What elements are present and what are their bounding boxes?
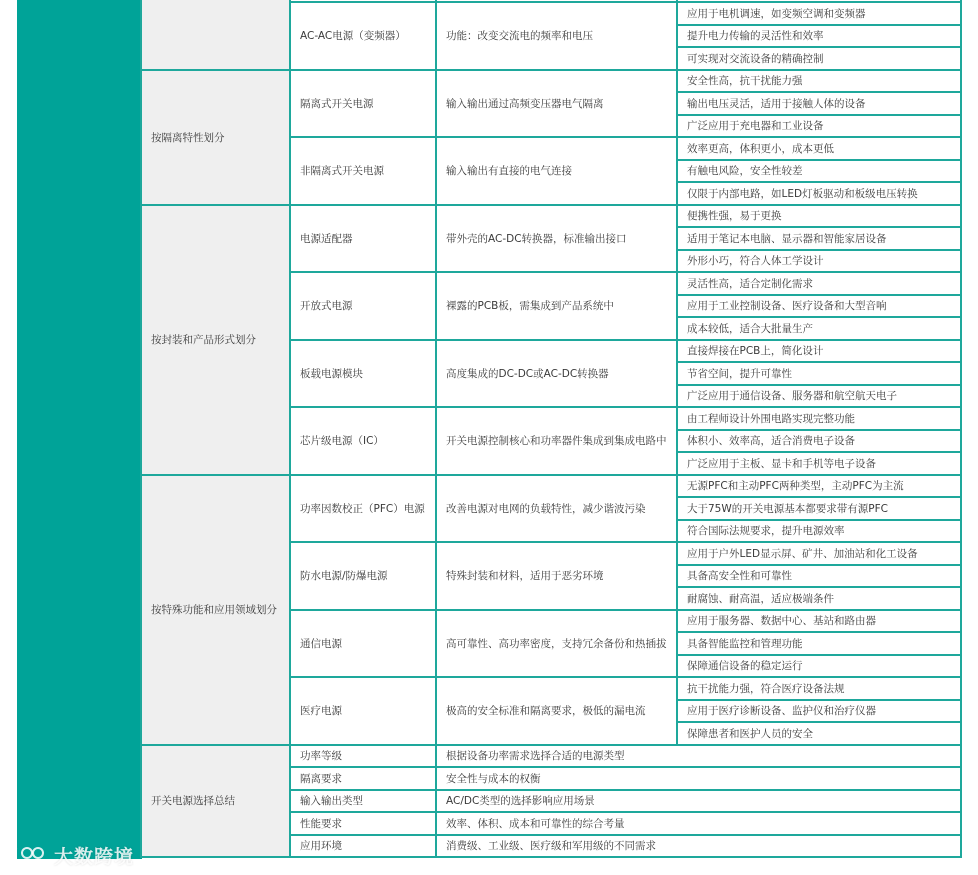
point-cell: 仅限于内部电路，如LED灯板驱动和板级电压转换 xyxy=(678,183,960,204)
point-cell: 成本较低，适合大批量生产 xyxy=(678,318,960,339)
feature-cell: 输入输出通过高频变压器电气隔离 xyxy=(437,71,676,137)
summary-desc-cell: 效率、体积、成本和可靠性的综合考量 xyxy=(437,813,960,834)
point-cell: 具备高安全性和可靠性 xyxy=(678,566,960,587)
point-cell: 便携性强，易于更换 xyxy=(678,206,960,227)
type-cell: 开放式电源 xyxy=(291,273,435,339)
point-cell: 提升电力传输的灵活性和效率 xyxy=(678,26,960,47)
power-supply-table xyxy=(140,0,962,858)
category-cell xyxy=(142,0,289,69)
point-cell: 广泛应用于充电器和工业设备 xyxy=(678,116,960,137)
point-cell: 广泛应用于通信设备、服务器和航空航天电子 xyxy=(678,386,960,407)
type-cell: 防水电源/防爆电源 xyxy=(291,543,435,609)
point-cell: 保障患者和医护人员的安全 xyxy=(678,723,960,744)
summary-desc-cell: AC/DC类型的选择影响应用场景 xyxy=(437,791,960,812)
type-cell: 板载电源模块 xyxy=(291,341,435,407)
feature-cell: 极高的安全标准和隔离要求，极低的漏电流 xyxy=(437,678,676,744)
feature-cell: 功能：改变交流电的频率和电压 xyxy=(437,3,676,69)
type-cell: 通信电源 xyxy=(291,611,435,677)
point-cell: 安全性高，抗干扰能力强 xyxy=(678,71,960,92)
point-cell: 体积小、效率高，适合消费电子设备 xyxy=(678,431,960,452)
summary-label-cell: 输入输出类型 xyxy=(291,791,435,812)
point-cell: 应用于服务器、数据中心、基站和路由器 xyxy=(678,611,960,632)
feature-cell xyxy=(437,0,676,1)
point-cell: 适用于笔记本电脑、显示器和智能家居设备 xyxy=(678,228,960,249)
point-cell: 应用于工业控制设备、医疗设备和大型音响 xyxy=(678,296,960,317)
point-cell: 保障通信设备的稳定运行 xyxy=(678,656,960,677)
type-cell: 医疗电源 xyxy=(291,678,435,744)
point-cell xyxy=(678,0,960,1)
category-cell: 按特殊功能和应用领域划分 xyxy=(142,476,289,744)
feature-cell: 特殊封装和材料，适用于恶劣环境 xyxy=(437,543,676,609)
watermark-text: 大数跨境 xyxy=(54,846,135,868)
type-cell: 芯片级电源（IC） xyxy=(291,408,435,474)
point-cell: 由工程师设计外围电路实现完整功能 xyxy=(678,408,960,429)
type-cell: 电源适配器 xyxy=(291,206,435,272)
feature-cell: 带外壳的AC-DC转换器，标准输出接口 xyxy=(437,206,676,272)
category-cell: 开关电源选择总结 xyxy=(142,746,289,857)
watermark xyxy=(8,842,134,869)
summary-label-cell: 应用环境 xyxy=(291,836,435,857)
point-cell: 灵活性高，适合定制化需求 xyxy=(678,273,960,294)
feature-cell: 高度集成的DC-DC或AC-DC转换器 xyxy=(437,341,676,407)
type-cell: AC-AC电源（变频器） xyxy=(291,3,435,69)
point-cell: 符合国际法规要求，提升电源效率 xyxy=(678,521,960,542)
feature-cell: 高可靠性、高功率密度，支持冗余备份和热插拔 xyxy=(437,611,676,677)
category-accent-column xyxy=(17,0,142,859)
feature-cell: 输入输出有直接的电气连接 xyxy=(437,138,676,204)
summary-desc-cell: 消费级、工业级、医疗级和军用级的不同需求 xyxy=(437,836,960,857)
point-cell: 效率更高，体积更小，成本更低 xyxy=(678,138,960,159)
type-cell: 非隔离式开关电源 xyxy=(291,138,435,204)
category-cell: 按隔离特性划分 xyxy=(142,71,289,204)
point-cell: 节省空间，提升可靠性 xyxy=(678,363,960,384)
point-cell: 外形小巧，符合人体工学设计 xyxy=(678,251,960,272)
point-cell: 有触电风险，安全性较差 xyxy=(678,161,960,182)
summary-desc-cell: 安全性与成本的权衡 xyxy=(437,768,960,789)
summary-label-cell: 性能要求 xyxy=(291,813,435,834)
summary-label-cell: 隔离要求 xyxy=(291,768,435,789)
point-cell: 可实现对交流设备的精确控制 xyxy=(678,48,960,69)
summary-label-cell: 功率等级 xyxy=(291,746,435,767)
point-cell: 抗干扰能力强，符合医疗设备法规 xyxy=(678,678,960,699)
type-cell: 隔离式开关电源 xyxy=(291,71,435,137)
point-cell: 应用于电机调速，如变频空调和变频器 xyxy=(678,3,960,24)
type-cell xyxy=(291,0,435,1)
summary-desc-cell: 根据设备功率需求选择合适的电源类型 xyxy=(437,746,960,767)
point-cell: 耐腐蚀、耐高温，适应极端条件 xyxy=(678,588,960,609)
watermark-logo-icon xyxy=(8,845,48,867)
point-cell: 具备智能监控和管理功能 xyxy=(678,633,960,654)
point-cell: 广泛应用于主板、显卡和手机等电子设备 xyxy=(678,453,960,474)
point-cell: 应用于医疗诊断设备、监护仪和治疗仪器 xyxy=(678,701,960,722)
feature-cell: 裸露的PCB板，需集成到产品系统中 xyxy=(437,273,676,339)
point-cell: 无源PFC和主动PFC两种类型，主动PFC为主流 xyxy=(678,476,960,497)
feature-cell: 改善电源对电网的负载特性，减少谐波污染 xyxy=(437,476,676,542)
point-cell: 输出电压灵活，适用于接触人体的设备 xyxy=(678,93,960,114)
point-cell: 应用于户外LED显示屏、矿井、加油站和化工设备 xyxy=(678,543,960,564)
feature-cell: 开关电源控制核心和功率器件集成到集成电路中 xyxy=(437,408,676,474)
type-cell: 功率因数校正（PFC）电源 xyxy=(291,476,435,542)
point-cell: 大于75W的开关电源基本都要求带有源PFC xyxy=(678,498,960,519)
category-cell: 按封装和产品形式划分 xyxy=(142,206,289,474)
point-cell: 直接焊接在PCB上，简化设计 xyxy=(678,341,960,362)
